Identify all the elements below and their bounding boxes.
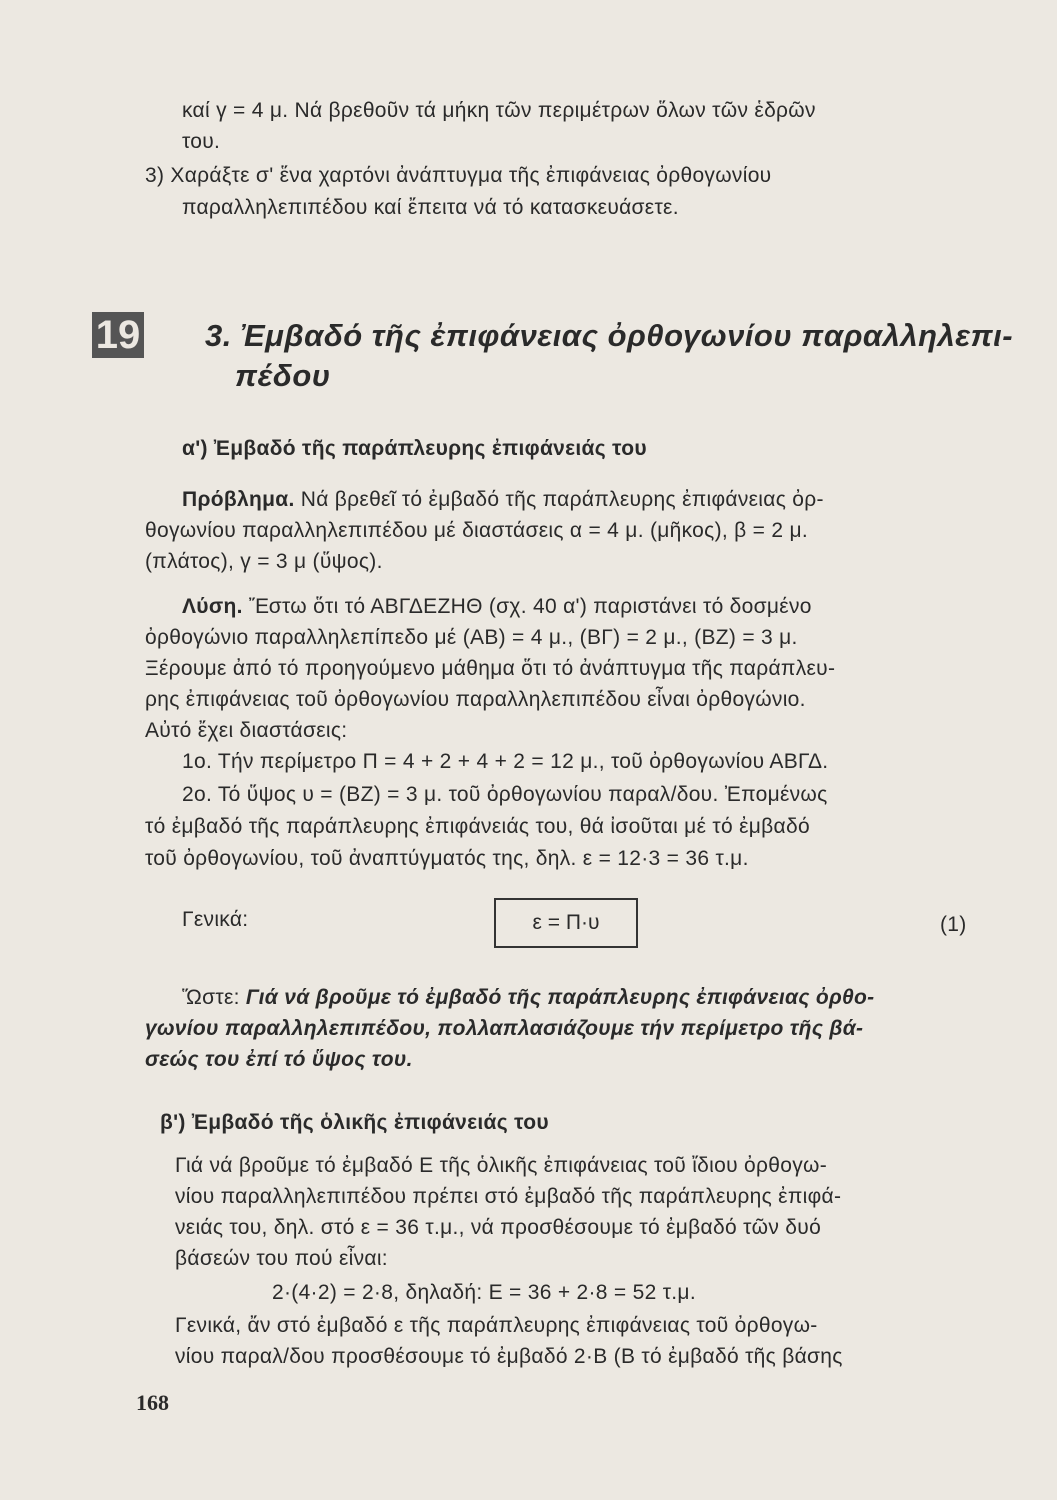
problem-text: Νά βρεθεῖ τό ἐμβαδό τῆς παράπλευρης ἐπιφάνειας ὀρ- — [300, 488, 824, 511]
page-number: 168 — [136, 1390, 169, 1415]
formula-box: ε = Π·υ — [494, 898, 638, 948]
conclusion-line — [182, 982, 874, 1013]
exercise-3-line: 3) Χαράξτε σ' ἕνα χαρτόνι ἀνάπτυγμα τῆς ἐπιφάνειας ὀρθογωνίου — [145, 164, 772, 187]
solution-line: τό ἐμβαδό τῆς παράπλευρης ἐπιφάνειάς του, θά ἰσοῦται μέ τό ἐμβαδό — [145, 815, 810, 838]
body-line: Γιά νά βροῦμε τό ἐμβαδό Ε τῆς ὁλικῆς ἐπιφάνειας τοῦ ἴδιου ὀρθογω- — [175, 1154, 827, 1177]
exercise-3-line: παραλληλεπιπέδου καί ἔπειτα νά τό κατασκευάσετε. — [182, 196, 679, 219]
problem-line: θογωνίου παραλληλεπιπέδου μέ διαστάσεις α = 4 μ. (μῆκος), β = 2 μ. — [145, 519, 808, 542]
solution-line — [182, 591, 812, 622]
section-title-line: 3. Ἐμβαδό τῆς ἐπιφάνειας ὀρθογωνίου παραλληλεπι- — [205, 318, 1014, 353]
body-line: βάσεών του πού εἶναι: — [175, 1247, 388, 1270]
solution-line: ρης ἐπιφάνειας τοῦ ὀρθογωνίου παραλληλεπιπέδου εἶναι ὀρθογώνιο. — [145, 688, 806, 711]
conclusion-text: Γιά νά βροῦμε τό ἐμβαδό τῆς παράπλευρης ἐπιφάνειας ὀρθο- — [245, 986, 875, 1009]
body-line: νίου παραλληλεπιπέδου πρέπει στό ἐμβαδό τῆς παράπλευρης ἐπιφά- — [175, 1185, 842, 1208]
solution-line: τοῦ ὀρθογωνίου, τοῦ ἀναπτύγματός της, δηλ. ε = 12·3 = 36 τ.μ. — [145, 847, 749, 870]
solution-line: Ξέρουμε ἀπό τό προηγούμενο μάθημα ὅτι τό ἀνάπτυγμα τῆς παράπλευ- — [145, 657, 836, 680]
section-title — [205, 316, 1013, 396]
body-line: νειάς του, δηλ. στό ε = 36 τ.μ., νά προσθέσουμε τό ἐμβαδό τῶν δυό — [175, 1216, 822, 1239]
solution-line: ὀρθογώνιο παραλληλεπίπεδο μέ (ΑΒ) = 4 μ., (ΒΓ) = 2 μ., (ΒΖ) = 3 μ. — [145, 626, 798, 649]
subsection-a-heading: α') Ἐμβαδό τῆς παράπλευρης ἐπιφάνειάς του — [182, 437, 647, 460]
solution-item-1: 1ο. Τήν περίμετρο Π = 4 + 2 + 4 + 2 = 12 μ., τοῦ ὀρθογωνίου ΑΒΓΔ. — [182, 750, 829, 773]
exercise-line: του. — [182, 130, 221, 153]
body-line: νίου παραλ/δου προσθέσουμε τό ἐμβαδό 2·Β (Β τό ἐμβαδό τῆς βάσης — [175, 1345, 843, 1368]
solution-text: Ἔστω ὅτι τό ΑΒΓΔΕΖΗΘ (σχ. 40 α') παριστάνει τό δοσμένο — [248, 595, 812, 618]
subsection-b-heading: β') Ἐμβαδό τῆς ὁλικῆς ἐπιφάνειάς του — [160, 1111, 549, 1134]
conclusion-line: σεώς του ἐπί τό ὕψος του. — [145, 1048, 413, 1071]
problem-line — [182, 484, 824, 515]
formula-number: (1) — [940, 913, 967, 936]
problem-label: Πρόβλημα. — [182, 488, 295, 511]
exercise-line: καί γ = 4 μ. Νά βρεθοῦν τά μήκη τῶν περιμέτρων ὅλων τῶν ἑδρῶν — [182, 99, 816, 122]
conclusion-label: Ὥστε: — [182, 986, 240, 1009]
conclusion-line: γωνίου παραλληλεπιπέδου, πολλαπλασιάζουμε τήν περίμετρο τῆς βά- — [145, 1017, 864, 1040]
problem-line: (πλάτος), γ = 3 μ (ὕψος). — [145, 550, 383, 573]
body-line: Γενικά, ἄν στό ἐμβαδό ε τῆς παράπλευρης ἐπιφάνειας τοῦ ὀρθογω- — [175, 1314, 818, 1337]
calculation-line: 2·(4·2) = 2·8, δηλαδή: Ε = 36 + 2·8 = 52 τ.μ. — [272, 1281, 696, 1304]
general-label: Γενικά: — [182, 908, 249, 931]
solution-line: Αὐτό ἔχει διαστάσεις: — [145, 719, 348, 742]
solution-label: Λύση. — [182, 595, 243, 618]
solution-item-2: 2ο. Τό ὕψος υ = (ΒΖ) = 3 μ. τοῦ ὀρθογωνίου παραλ/δου. Ἐπομένως — [182, 783, 828, 806]
section-title-line: πέδου — [235, 358, 331, 393]
section-number-badge: 19 — [92, 312, 144, 358]
